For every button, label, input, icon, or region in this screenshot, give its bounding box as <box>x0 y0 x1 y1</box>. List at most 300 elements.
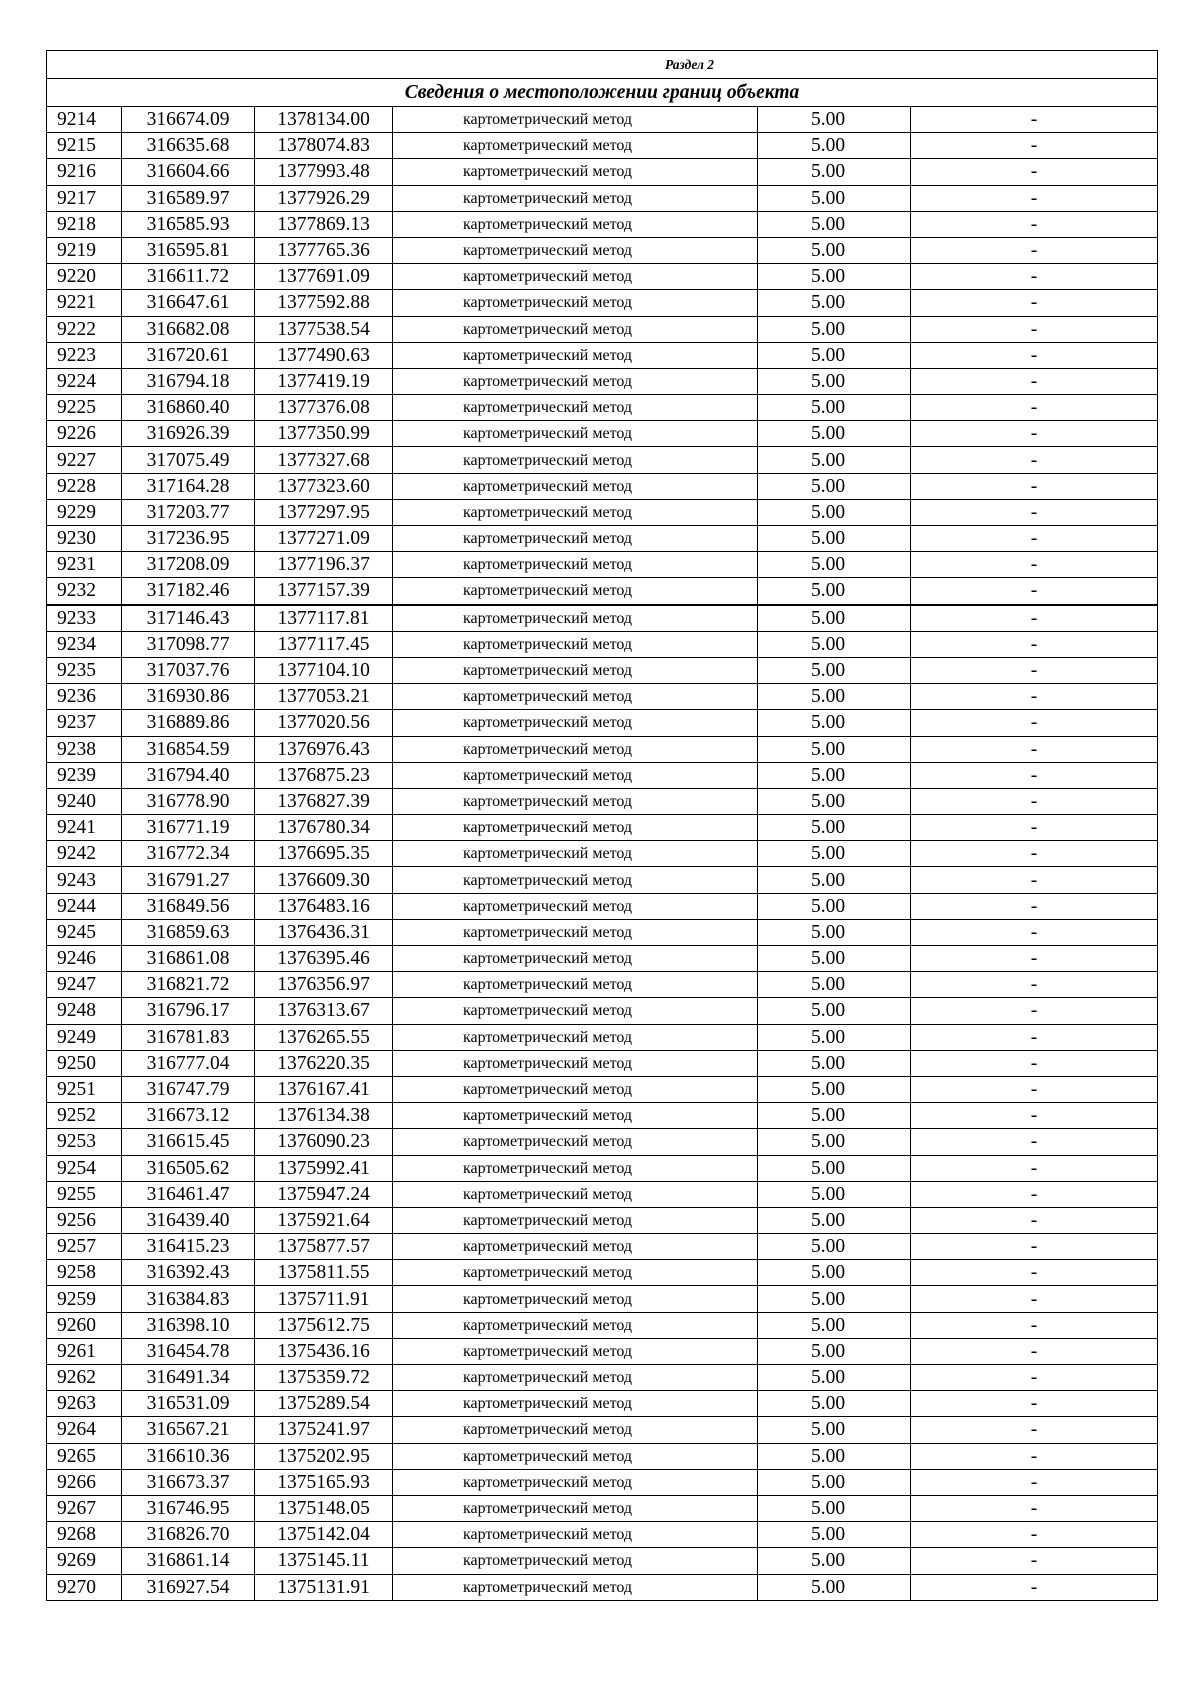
method-cell: картометрический метод <box>393 1338 758 1364</box>
y-coordinate-cell: 1375612.75 <box>255 1312 393 1338</box>
table-row <box>47 499 1158 525</box>
y-coordinate-cell: 1377691.09 <box>255 264 393 290</box>
y-coordinate-cell: 1375165.93 <box>255 1469 393 1495</box>
note-cell: - <box>911 1024 1158 1050</box>
point-number-cell: 9233 <box>47 605 122 632</box>
table-row <box>47 1522 1158 1548</box>
point-number-cell: 9219 <box>47 237 122 263</box>
method-cell: картометрический метод <box>393 342 758 368</box>
point-number-cell: 9256 <box>47 1207 122 1233</box>
table-row <box>47 815 1158 841</box>
point-number-cell: 9242 <box>47 841 122 867</box>
table-row <box>47 1050 1158 1076</box>
x-coordinate-cell: 317075.49 <box>122 447 255 473</box>
point-number-cell: 9236 <box>47 684 122 710</box>
y-coordinate-cell: 1377327.68 <box>255 447 393 473</box>
point-number-cell: 9214 <box>47 107 122 133</box>
note-cell: - <box>911 1207 1158 1233</box>
x-coordinate-cell: 316849.56 <box>122 893 255 919</box>
accuracy-cell: 5.00 <box>758 578 911 605</box>
point-number-cell: 9227 <box>47 447 122 473</box>
boundary-coordinates-table <box>46 50 1158 1601</box>
point-number-cell: 9258 <box>47 1260 122 1286</box>
note-cell: - <box>911 1338 1158 1364</box>
note-cell: - <box>911 1443 1158 1469</box>
table-row <box>47 1234 1158 1260</box>
x-coordinate-cell: 316821.72 <box>122 972 255 998</box>
x-coordinate-cell: 316781.83 <box>122 1024 255 1050</box>
accuracy-cell: 5.00 <box>758 710 911 736</box>
method-cell: картометрический метод <box>393 133 758 159</box>
point-number-cell: 9268 <box>47 1522 122 1548</box>
table-row <box>47 1286 1158 1312</box>
method-cell: картометрический метод <box>393 684 758 710</box>
y-coordinate-cell: 1376220.35 <box>255 1050 393 1076</box>
x-coordinate-cell: 316491.34 <box>122 1365 255 1391</box>
y-coordinate-cell: 1376695.35 <box>255 841 393 867</box>
accuracy-cell: 5.00 <box>758 342 911 368</box>
accuracy-cell: 5.00 <box>758 264 911 290</box>
y-coordinate-cell: 1377490.63 <box>255 342 393 368</box>
point-number-cell: 9260 <box>47 1312 122 1338</box>
point-number-cell: 9239 <box>47 762 122 788</box>
table-row <box>47 211 1158 237</box>
table-row <box>47 185 1158 211</box>
point-number-cell: 9229 <box>47 499 122 525</box>
point-number-cell: 9244 <box>47 893 122 919</box>
y-coordinate-cell: 1377869.13 <box>255 211 393 237</box>
note-cell: - <box>911 893 1158 919</box>
x-coordinate-cell: 316673.12 <box>122 1103 255 1129</box>
note-cell: - <box>911 1312 1158 1338</box>
note-cell: - <box>911 1129 1158 1155</box>
x-coordinate-cell: 316610.36 <box>122 1443 255 1469</box>
point-number-cell: 9232 <box>47 578 122 605</box>
table-row <box>47 1469 1158 1495</box>
table-row <box>47 1260 1158 1286</box>
x-coordinate-cell: 316531.09 <box>122 1391 255 1417</box>
accuracy-cell: 5.00 <box>758 946 911 972</box>
method-cell: картометрический метод <box>393 1103 758 1129</box>
table-row <box>47 133 1158 159</box>
point-number-cell: 9231 <box>47 552 122 578</box>
method-cell: картометрический метод <box>393 1469 758 1495</box>
note-cell: - <box>911 395 1158 421</box>
y-coordinate-cell: 1376976.43 <box>255 736 393 762</box>
table-row <box>47 368 1158 394</box>
accuracy-cell: 5.00 <box>758 998 911 1024</box>
method-cell: картометрический метод <box>393 762 758 788</box>
accuracy-cell: 5.00 <box>758 552 911 578</box>
y-coordinate-cell: 1376395.46 <box>255 946 393 972</box>
note-cell: - <box>911 159 1158 185</box>
point-number-cell: 9237 <box>47 710 122 736</box>
method-cell: картометрический метод <box>393 788 758 814</box>
x-coordinate-cell: 316778.90 <box>122 788 255 814</box>
method-cell: картометрический метод <box>393 605 758 632</box>
note-cell: - <box>911 972 1158 998</box>
method-cell: картометрический метод <box>393 1548 758 1574</box>
point-number-cell: 9230 <box>47 526 122 552</box>
accuracy-cell: 5.00 <box>758 237 911 263</box>
accuracy-cell: 5.00 <box>758 526 911 552</box>
note-cell: - <box>911 526 1158 552</box>
point-number-cell: 9270 <box>47 1574 122 1600</box>
accuracy-cell: 5.00 <box>758 211 911 237</box>
accuracy-cell: 5.00 <box>758 1024 911 1050</box>
table-row <box>47 1181 1158 1207</box>
table-row <box>47 1574 1158 1600</box>
x-coordinate-cell: 317037.76 <box>122 657 255 683</box>
accuracy-cell: 5.00 <box>758 1155 911 1181</box>
method-cell: картометрический метод <box>393 1286 758 1312</box>
point-number-cell: 9250 <box>47 1050 122 1076</box>
accuracy-cell: 5.00 <box>758 473 911 499</box>
point-number-cell: 9222 <box>47 316 122 342</box>
accuracy-cell: 5.00 <box>758 1181 911 1207</box>
note-cell: - <box>911 1548 1158 1574</box>
x-coordinate-cell: 316747.79 <box>122 1076 255 1102</box>
x-coordinate-cell: 316589.97 <box>122 185 255 211</box>
method-cell: картометрический метод <box>393 1365 758 1391</box>
y-coordinate-cell: 1376134.38 <box>255 1103 393 1129</box>
note-cell: - <box>911 762 1158 788</box>
table-row <box>47 1338 1158 1364</box>
accuracy-cell: 5.00 <box>758 1365 911 1391</box>
table-row <box>47 1076 1158 1102</box>
note-cell: - <box>911 1286 1158 1312</box>
x-coordinate-cell: 317146.43 <box>122 605 255 632</box>
accuracy-cell: 5.00 <box>758 447 911 473</box>
x-coordinate-cell: 317182.46 <box>122 578 255 605</box>
point-number-cell: 9246 <box>47 946 122 972</box>
y-coordinate-cell: 1377419.19 <box>255 368 393 394</box>
method-cell: картометрический метод <box>393 185 758 211</box>
table-row <box>47 972 1158 998</box>
note-cell: - <box>911 1050 1158 1076</box>
point-number-cell: 9255 <box>47 1181 122 1207</box>
method-cell: картометрический метод <box>393 1181 758 1207</box>
note-cell: - <box>911 421 1158 447</box>
y-coordinate-cell: 1376265.55 <box>255 1024 393 1050</box>
method-cell: картометрический метод <box>393 1024 758 1050</box>
table-row <box>47 264 1158 290</box>
x-coordinate-cell: 316746.95 <box>122 1495 255 1521</box>
note-cell: - <box>911 605 1158 632</box>
table-row <box>47 919 1158 945</box>
point-number-cell: 9224 <box>47 368 122 394</box>
method-cell: картометрический метод <box>393 237 758 263</box>
x-coordinate-cell: 316826.70 <box>122 1522 255 1548</box>
accuracy-cell: 5.00 <box>758 815 911 841</box>
table-row <box>47 421 1158 447</box>
note-cell: - <box>911 473 1158 499</box>
y-coordinate-cell: 1377765.36 <box>255 237 393 263</box>
note-cell: - <box>911 919 1158 945</box>
y-coordinate-cell: 1375436.16 <box>255 1338 393 1364</box>
point-number-cell: 9234 <box>47 631 122 657</box>
method-cell: картометрический метод <box>393 893 758 919</box>
table-row <box>47 1129 1158 1155</box>
accuracy-cell: 5.00 <box>758 1522 911 1548</box>
table-row <box>47 290 1158 316</box>
x-coordinate-cell: 316794.40 <box>122 762 255 788</box>
y-coordinate-cell: 1375142.04 <box>255 1522 393 1548</box>
y-coordinate-cell: 1375992.41 <box>255 1155 393 1181</box>
table-row <box>47 159 1158 185</box>
accuracy-cell: 5.00 <box>758 1050 911 1076</box>
note-cell: - <box>911 290 1158 316</box>
point-number-cell: 9247 <box>47 972 122 998</box>
method-cell: картометрический метод <box>393 1417 758 1443</box>
point-number-cell: 9225 <box>47 395 122 421</box>
x-coordinate-cell: 316930.86 <box>122 684 255 710</box>
note-cell: - <box>911 1365 1158 1391</box>
point-number-cell: 9266 <box>47 1469 122 1495</box>
accuracy-cell: 5.00 <box>758 867 911 893</box>
accuracy-cell: 5.00 <box>758 1391 911 1417</box>
method-cell: картометрический метод <box>393 972 758 998</box>
y-coordinate-cell: 1375359.72 <box>255 1365 393 1391</box>
method-cell: картометрический метод <box>393 710 758 736</box>
y-coordinate-cell: 1377104.10 <box>255 657 393 683</box>
y-coordinate-cell: 1376167.41 <box>255 1076 393 1102</box>
table-row <box>47 710 1158 736</box>
table-row <box>47 605 1158 632</box>
point-number-cell: 9249 <box>47 1024 122 1050</box>
y-coordinate-cell: 1376875.23 <box>255 762 393 788</box>
y-coordinate-cell: 1377157.39 <box>255 578 393 605</box>
table-title: Сведения о местоположении границ объекта <box>47 79 1158 107</box>
accuracy-cell: 5.00 <box>758 1574 911 1600</box>
table-row <box>47 946 1158 972</box>
method-cell: картометрический метод <box>393 657 758 683</box>
method-cell: картометрический метод <box>393 1050 758 1076</box>
y-coordinate-cell: 1375877.57 <box>255 1234 393 1260</box>
method-cell: картометрический метод <box>393 919 758 945</box>
method-cell: картометрический метод <box>393 946 758 972</box>
point-number-cell: 9263 <box>47 1391 122 1417</box>
table-row <box>47 1495 1158 1521</box>
section-header-row <box>47 51 1158 79</box>
x-coordinate-cell: 316682.08 <box>122 316 255 342</box>
point-number-cell: 9220 <box>47 264 122 290</box>
table-row <box>47 578 1158 605</box>
y-coordinate-cell: 1375202.95 <box>255 1443 393 1469</box>
y-coordinate-cell: 1376436.31 <box>255 919 393 945</box>
note-cell: - <box>911 788 1158 814</box>
accuracy-cell: 5.00 <box>758 736 911 762</box>
x-coordinate-cell: 316392.43 <box>122 1260 255 1286</box>
x-coordinate-cell: 317236.95 <box>122 526 255 552</box>
accuracy-cell: 5.00 <box>758 159 911 185</box>
note-cell: - <box>911 1495 1158 1521</box>
y-coordinate-cell: 1376356.97 <box>255 972 393 998</box>
note-cell: - <box>911 107 1158 133</box>
title-row <box>47 79 1158 107</box>
method-cell: картометрический метод <box>393 526 758 552</box>
y-coordinate-cell: 1375289.54 <box>255 1391 393 1417</box>
accuracy-cell: 5.00 <box>758 1076 911 1102</box>
x-coordinate-cell: 316647.61 <box>122 290 255 316</box>
x-coordinate-cell: 316461.47 <box>122 1181 255 1207</box>
table-row <box>47 788 1158 814</box>
note-cell: - <box>911 1103 1158 1129</box>
point-number-cell: 9257 <box>47 1234 122 1260</box>
table-row <box>47 107 1158 133</box>
table-row <box>47 447 1158 473</box>
point-number-cell: 9238 <box>47 736 122 762</box>
point-number-cell: 9259 <box>47 1286 122 1312</box>
table-row <box>47 1155 1158 1181</box>
note-cell: - <box>911 264 1158 290</box>
note-cell: - <box>911 185 1158 211</box>
table-row <box>47 841 1158 867</box>
y-coordinate-cell: 1375131.91 <box>255 1574 393 1600</box>
x-coordinate-cell: 316439.40 <box>122 1207 255 1233</box>
accuracy-cell: 5.00 <box>758 1286 911 1312</box>
x-coordinate-cell: 316791.27 <box>122 867 255 893</box>
accuracy-cell: 5.00 <box>758 499 911 525</box>
point-number-cell: 9241 <box>47 815 122 841</box>
table-row <box>47 526 1158 552</box>
y-coordinate-cell: 1377117.81 <box>255 605 393 632</box>
point-number-cell: 9235 <box>47 657 122 683</box>
method-cell: картометрический метод <box>393 211 758 237</box>
note-cell: - <box>911 1260 1158 1286</box>
table-row <box>47 552 1158 578</box>
y-coordinate-cell: 1377053.21 <box>255 684 393 710</box>
x-coordinate-cell: 316415.23 <box>122 1234 255 1260</box>
method-cell: картометрический метод <box>393 290 758 316</box>
x-coordinate-cell: 316611.72 <box>122 264 255 290</box>
x-coordinate-cell: 316794.18 <box>122 368 255 394</box>
y-coordinate-cell: 1377271.09 <box>255 526 393 552</box>
note-cell: - <box>911 499 1158 525</box>
method-cell: картометрический метод <box>393 1574 758 1600</box>
x-coordinate-cell: 316926.39 <box>122 421 255 447</box>
accuracy-cell: 5.00 <box>758 788 911 814</box>
y-coordinate-cell: 1377592.88 <box>255 290 393 316</box>
y-coordinate-cell: 1375811.55 <box>255 1260 393 1286</box>
x-coordinate-cell: 316889.86 <box>122 710 255 736</box>
point-number-cell: 9215 <box>47 133 122 159</box>
method-cell: картометрический метод <box>393 1260 758 1286</box>
y-coordinate-cell: 1376827.39 <box>255 788 393 814</box>
x-coordinate-cell: 316796.17 <box>122 998 255 1024</box>
y-coordinate-cell: 1377376.08 <box>255 395 393 421</box>
method-cell: картометрический метод <box>393 1234 758 1260</box>
y-coordinate-cell: 1377196.37 <box>255 552 393 578</box>
note-cell: - <box>911 211 1158 237</box>
note-cell: - <box>911 710 1158 736</box>
table-row <box>47 316 1158 342</box>
point-number-cell: 9245 <box>47 919 122 945</box>
accuracy-cell: 5.00 <box>758 1548 911 1574</box>
x-coordinate-cell: 316454.78 <box>122 1338 255 1364</box>
x-coordinate-cell: 316854.59 <box>122 736 255 762</box>
accuracy-cell: 5.00 <box>758 684 911 710</box>
x-coordinate-cell: 316861.08 <box>122 946 255 972</box>
section-label: Раздел 2 <box>47 51 1158 79</box>
note-cell: - <box>911 133 1158 159</box>
method-cell: картометрический метод <box>393 631 758 657</box>
accuracy-cell: 5.00 <box>758 762 911 788</box>
note-cell: - <box>911 867 1158 893</box>
table-row <box>47 1417 1158 1443</box>
accuracy-cell: 5.00 <box>758 841 911 867</box>
accuracy-cell: 5.00 <box>758 972 911 998</box>
accuracy-cell: 5.00 <box>758 919 911 945</box>
accuracy-cell: 5.00 <box>758 1495 911 1521</box>
table-row <box>47 893 1158 919</box>
note-cell: - <box>911 237 1158 263</box>
point-number-cell: 9226 <box>47 421 122 447</box>
method-cell: картометрический метод <box>393 1522 758 1548</box>
accuracy-cell: 5.00 <box>758 1312 911 1338</box>
note-cell: - <box>911 684 1158 710</box>
point-number-cell: 9261 <box>47 1338 122 1364</box>
table-row <box>47 1548 1158 1574</box>
table-row <box>47 237 1158 263</box>
accuracy-cell: 5.00 <box>758 1469 911 1495</box>
x-coordinate-cell: 317098.77 <box>122 631 255 657</box>
y-coordinate-cell: 1375921.64 <box>255 1207 393 1233</box>
accuracy-cell: 5.00 <box>758 1129 911 1155</box>
method-cell: картометрический метод <box>393 815 758 841</box>
table-row <box>47 657 1158 683</box>
x-coordinate-cell: 317164.28 <box>122 473 255 499</box>
accuracy-cell: 5.00 <box>758 395 911 421</box>
note-cell: - <box>911 657 1158 683</box>
table-row <box>47 1391 1158 1417</box>
note-cell: - <box>911 1234 1158 1260</box>
table-row <box>47 1103 1158 1129</box>
point-number-cell: 9251 <box>47 1076 122 1102</box>
note-cell: - <box>911 1181 1158 1207</box>
note-cell: - <box>911 841 1158 867</box>
note-cell: - <box>911 815 1158 841</box>
method-cell: картометрический метод <box>393 736 758 762</box>
accuracy-cell: 5.00 <box>758 290 911 316</box>
y-coordinate-cell: 1378134.00 <box>255 107 393 133</box>
x-coordinate-cell: 316505.62 <box>122 1155 255 1181</box>
table-row <box>47 762 1158 788</box>
table-row <box>47 684 1158 710</box>
accuracy-cell: 5.00 <box>758 1338 911 1364</box>
method-cell: картометрический метод <box>393 578 758 605</box>
x-coordinate-cell: 317208.09 <box>122 552 255 578</box>
point-number-cell: 9218 <box>47 211 122 237</box>
table-row <box>47 736 1158 762</box>
x-coordinate-cell: 316595.81 <box>122 237 255 263</box>
method-cell: картометрический метод <box>393 395 758 421</box>
method-cell: картометрический метод <box>393 159 758 185</box>
accuracy-cell: 5.00 <box>758 368 911 394</box>
table-row <box>47 1207 1158 1233</box>
x-coordinate-cell: 316777.04 <box>122 1050 255 1076</box>
note-cell: - <box>911 552 1158 578</box>
y-coordinate-cell: 1375947.24 <box>255 1181 393 1207</box>
table-row <box>47 998 1158 1024</box>
method-cell: картометрический метод <box>393 264 758 290</box>
note-cell: - <box>911 631 1158 657</box>
note-cell: - <box>911 946 1158 972</box>
y-coordinate-cell: 1377020.56 <box>255 710 393 736</box>
method-cell: картометрический метод <box>393 1391 758 1417</box>
method-cell: картометрический метод <box>393 1155 758 1181</box>
point-number-cell: 9252 <box>47 1103 122 1129</box>
